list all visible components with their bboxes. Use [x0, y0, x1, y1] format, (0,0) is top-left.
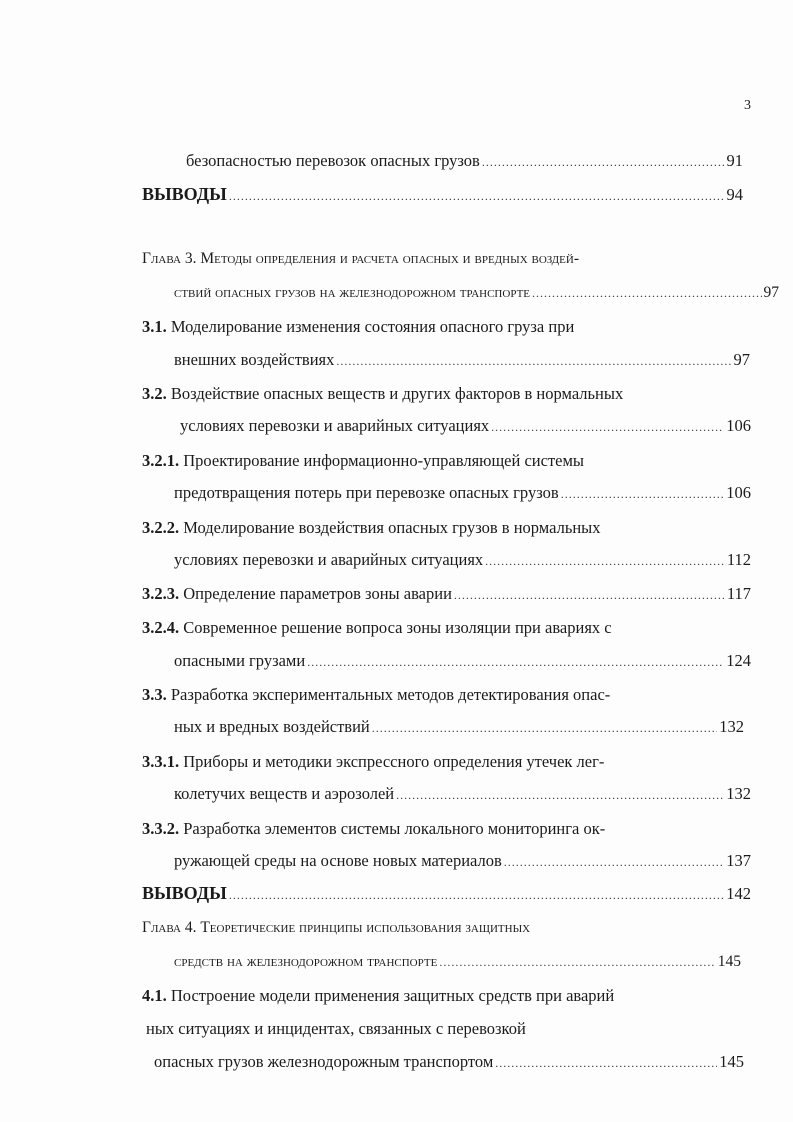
section-heading	[142, 617, 612, 639]
leader-dots	[532, 282, 761, 304]
entry-page: 132	[719, 717, 744, 736]
entry-page: 145	[719, 1052, 744, 1071]
section-title-line2: ружающей среды на основе новых материалов	[174, 851, 502, 870]
section-title: Определение параметров зоны аварии	[183, 584, 452, 603]
chapter-label: Глава 4	[142, 919, 193, 936]
entry-title: ВЫВОДЫ	[142, 184, 227, 204]
leader-dots	[495, 1052, 717, 1074]
section-title-line1: Приборы и методики экспрессного определения утечек лег-	[183, 752, 605, 771]
section-number: 3.3.2.	[142, 819, 180, 838]
section-heading	[142, 383, 623, 405]
section-title-line2: ных ситуациях и инцидентах, связанных с перевозкой	[146, 1019, 526, 1038]
section-heading	[142, 751, 604, 773]
leader-dots	[504, 851, 724, 873]
section-title-line1: Моделирование воздействия опасных грузов в нормальных	[183, 518, 601, 537]
section-number: 3.2.1.	[142, 451, 180, 470]
section-title-line3: опасных грузов железнодорожным транспортом	[154, 1052, 494, 1071]
leader-dots	[372, 717, 717, 739]
chapter-heading	[142, 917, 530, 939]
leader-dots	[229, 185, 725, 207]
entry-page: 97	[733, 350, 750, 369]
entry-page: 106	[726, 416, 751, 435]
section-title-line2: колетучих веществ и аэрозолей	[174, 784, 395, 803]
toc-entry	[174, 783, 751, 805]
toc-entry	[142, 583, 751, 605]
leader-dots	[307, 651, 724, 673]
section-heading	[142, 818, 605, 840]
entry-title: безопасностью перевозок опасных грузов	[186, 151, 480, 170]
section-number: 3.2.3.	[142, 584, 180, 603]
section-number: 4.1.	[142, 986, 167, 1005]
chapter-title-line2: средств на железнодорожном транспорте	[174, 953, 438, 970]
toc-entry	[174, 482, 751, 504]
section-heading	[142, 985, 614, 1007]
toc-entry	[142, 183, 743, 205]
entry-page: 117	[726, 584, 751, 603]
leader-dots	[439, 951, 715, 973]
chapter-heading	[142, 248, 579, 270]
section-title-line2: внешних воздействиях	[174, 350, 335, 369]
toc-entry	[174, 850, 751, 872]
toc-entry	[180, 415, 751, 437]
section-heading	[142, 316, 574, 338]
toc-entry	[186, 150, 743, 172]
leader-dots	[396, 784, 724, 806]
entry-page: 94	[726, 185, 743, 204]
entry-page: 106	[726, 483, 751, 502]
leader-dots	[336, 350, 731, 372]
section-number: 3.2.4.	[142, 618, 180, 637]
toc-entry	[174, 951, 741, 973]
entry-page: 132	[726, 784, 751, 803]
leader-dots	[482, 151, 725, 173]
leader-dots	[229, 884, 724, 906]
section-title-line1: Разработка элементов системы локального мониторинга ок-	[183, 819, 606, 838]
section-title-line2: условиях перевозки и аварийных ситуациях	[174, 550, 484, 569]
section-number: 3.3.	[142, 685, 167, 704]
chapter-title-line1: . Теоретические принципы использования защитных	[192, 919, 531, 936]
section-number: 3.1.	[142, 317, 167, 336]
section-heading	[142, 450, 584, 472]
leader-dots	[561, 483, 725, 505]
toc-entry	[174, 650, 751, 672]
section-title-line2: предотвращения потерь при перевозке опасных грузов	[174, 483, 559, 502]
entry-page: 142	[726, 884, 751, 903]
section-title-line1: Построение модели применения защитных средств при аварий	[170, 986, 615, 1005]
section-title-line1: Моделирование изменения состояния опасного груза при	[170, 317, 575, 336]
entry-page: 91	[726, 151, 743, 170]
section-number: 3.2.	[142, 384, 167, 403]
chapter-title-line2: ствий опасных грузов на железнодорожном транспорте	[174, 284, 531, 301]
section-number: 3.2.2.	[142, 518, 180, 537]
entry-title: ВЫВОДЫ	[142, 883, 227, 903]
section-heading	[142, 517, 601, 539]
section-heading	[142, 684, 610, 706]
section-number: 3.3.1.	[142, 752, 180, 771]
chapter-title-line1: . Методы определения и расчета опасных и вредных воздей-	[192, 250, 579, 267]
section-title-line2: условиях перевозки и аварийных ситуациях	[180, 416, 490, 435]
entry-page: 112	[726, 550, 751, 569]
leader-dots	[454, 584, 725, 606]
leader-dots	[491, 416, 724, 438]
toc-entry	[174, 349, 750, 371]
toc-entry	[154, 1051, 744, 1073]
section-title-line1: Разработка экспериментальных методов детектирования опас-	[170, 685, 611, 704]
entry-page: 145	[717, 953, 741, 970]
page-number: 3	[744, 98, 751, 113]
chapter-label: Глава 3	[142, 250, 193, 267]
section-title-line1: Современное решение вопроса зоны изоляции при авариях с	[183, 618, 612, 637]
section-title-line2: опасными грузами	[174, 651, 306, 670]
entry-page: 137	[726, 851, 751, 870]
toc-entry	[174, 282, 779, 304]
entry-page: 124	[726, 651, 751, 670]
toc-entry	[142, 882, 751, 904]
section-title-line1: Проектирование информационно-управляющей системы	[183, 451, 585, 470]
toc-entry	[174, 716, 744, 738]
entry-page: 97	[763, 284, 779, 301]
leader-dots	[485, 550, 725, 572]
toc-entry	[174, 549, 751, 571]
section-title-line2: ных и вредных воздействий	[174, 717, 370, 736]
section-title-line1: Воздействие опасных веществ и других факторов в нормальных	[170, 384, 624, 403]
